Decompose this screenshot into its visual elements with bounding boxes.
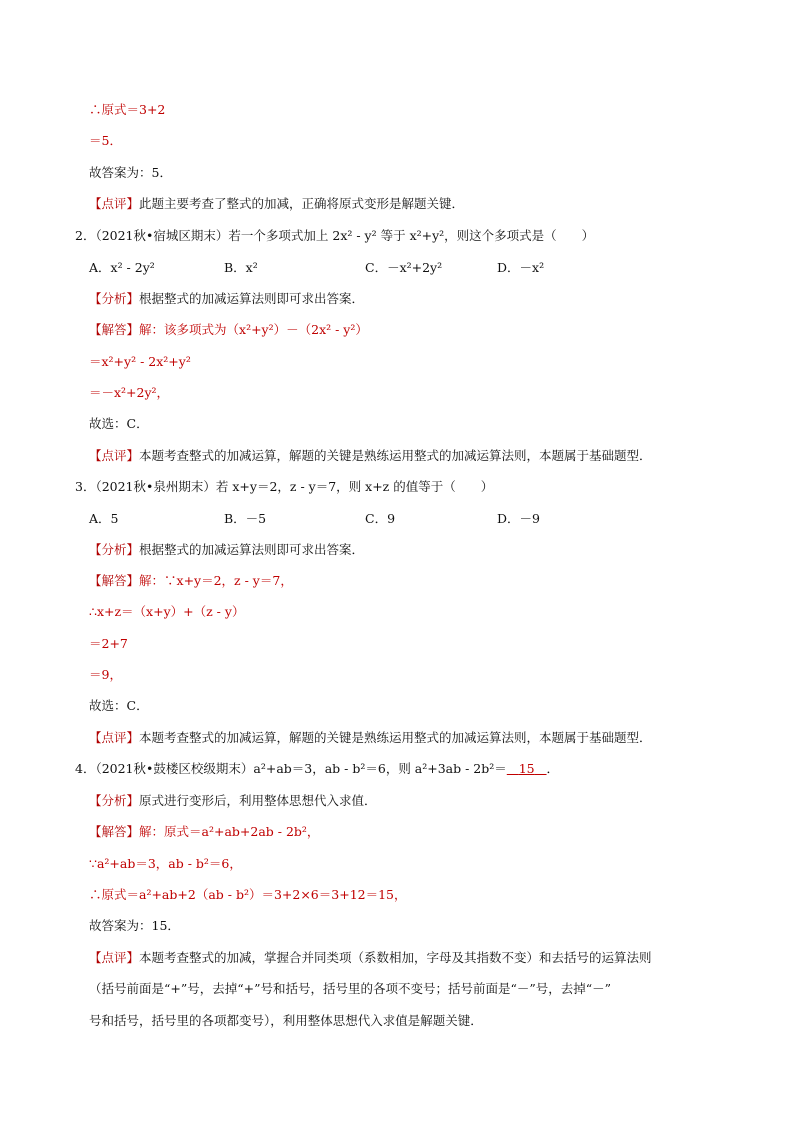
question-4-stem — [75, 761, 559, 777]
question-4-answer-blank — [507, 761, 547, 776]
comment-text: 此题主要考查了整式的加减，正确将原式变形是解题关键． — [139, 196, 465, 211]
question-2-comment — [89, 448, 652, 464]
question-2-choice: 故选：C． — [89, 416, 149, 431]
question-3-choice: 故选：C． — [89, 698, 149, 713]
comment-text: 本题考查整式的加减，掌握合并同类项（系数相加，字母及其指数不变）和去括号的运算法则 — [139, 950, 652, 965]
question-4-solution-2: ∵a²+ab＝3，ab - b²＝6， — [89, 856, 242, 871]
question-3-option-c: C．9 — [365, 511, 396, 526]
question-3-solution-3: ＝2+7 — [89, 636, 128, 651]
question-4-answer-value: 15 — [518, 761, 535, 776]
question-3-comment — [89, 730, 652, 746]
question-3-solution-2: ∴x+z＝（x+y）+（z - y） — [89, 604, 245, 619]
analysis-text: 原式进行变形后，利用整体思想代入求值． — [139, 793, 377, 808]
comment-tag: 【点评】 — [89, 196, 140, 211]
prev-answer-line: 故答案为：5． — [89, 165, 172, 180]
question-4-stem-end: ． — [546, 761, 560, 776]
question-2-option-d: D．－x² — [497, 260, 545, 275]
question-3-option-d: D．－9 — [497, 511, 540, 526]
comment-tag: 【点评】 — [89, 730, 140, 745]
question-2-solution-1 — [89, 322, 368, 338]
solution-text: 解：该多项式为（x²+y²）－（2x² - y²） — [139, 322, 368, 337]
solution-tag: 【解答】 — [89, 824, 140, 839]
question-3-option-b: B．－5 — [224, 511, 267, 526]
question-3-solution-4: ＝9， — [89, 667, 122, 682]
question-2-solution-3: ＝－x²+2y²， — [89, 385, 170, 400]
comment-tag: 【点评】 — [89, 950, 140, 965]
question-4-analysis — [89, 793, 377, 809]
solution-text: 解：∵x+y＝2，z - y＝7， — [139, 573, 293, 588]
question-2-option-a: A．x² - 2y² — [89, 260, 155, 275]
comment-tag: 【点评】 — [89, 448, 140, 463]
analysis-text: 根据整式的加减运算法则即可求出答案． — [139, 542, 365, 557]
question-4-comment-1 — [89, 950, 652, 966]
prev-comment — [89, 196, 464, 212]
analysis-tag: 【分析】 — [89, 291, 140, 306]
analysis-tag: 【分析】 — [89, 793, 140, 808]
prev-solution-line-1: ∴原式＝3+2 — [89, 102, 166, 117]
question-3-stem: 3．（2021秋•泉州期末）若 x+y＝2，z - y＝7，则 x+z 的值等于（ ） — [75, 479, 494, 494]
question-4-answer: 故答案为：15． — [89, 918, 180, 933]
question-4-solution-3: ∴原式＝a²+ab+2（ab - b²）＝3+2×6＝3+12＝15， — [89, 887, 407, 902]
solution-tag: 【解答】 — [89, 322, 140, 337]
analysis-tag: 【分析】 — [89, 542, 140, 557]
solution-tag: 【解答】 — [89, 573, 140, 588]
question-2-option-b: B．x² — [224, 260, 258, 275]
question-4-solution-1 — [89, 824, 319, 840]
question-2-option-c: C．－x²+2y² — [365, 260, 443, 275]
comment-text: 本题考查整式的加减运算，解题的关键是熟练运用整式的加减运算法则，本题属于基础题型． — [139, 448, 652, 463]
question-2-solution-2: ＝x²+y² - 2x²+y² — [89, 354, 191, 369]
analysis-text: 根据整式的加减运算法则即可求出答案． — [139, 291, 365, 306]
question-3-solution-1 — [89, 573, 293, 589]
comment-text: 本题考查整式的加减运算，解题的关键是熟练运用整式的加减运算法则，本题属于基础题型． — [139, 730, 652, 745]
prev-solution-line-2: ＝5． — [89, 133, 122, 148]
question-3-option-a: A．5 — [89, 511, 119, 526]
question-2-stem: 2．（2021秋•宿城区期末）若一个多项式加上 2x² - y² 等于 x²+y²，则这个多项式是（ ） — [75, 228, 595, 243]
question-3-analysis — [89, 542, 364, 558]
question-4-comment-2: （括号前面是“+”号，去掉“+”号和括号，括号里的各项不变号；括号前面是“－”号，去掉“－” — [89, 981, 612, 996]
question-4-comment-3: 号和括号，括号里的各项都变号），利用整体思想代入求值是解题关键． — [89, 1013, 483, 1028]
solution-text: 解：原式＝a²+ab+2ab - 2b²， — [139, 824, 320, 839]
question-2-analysis — [89, 291, 364, 307]
question-4-stem-text: 4．（2021秋•鼓楼区校级期末）a²+ab＝3，ab - b²＝6，则 a²+3ab - 2b²＝ — [75, 761, 507, 776]
